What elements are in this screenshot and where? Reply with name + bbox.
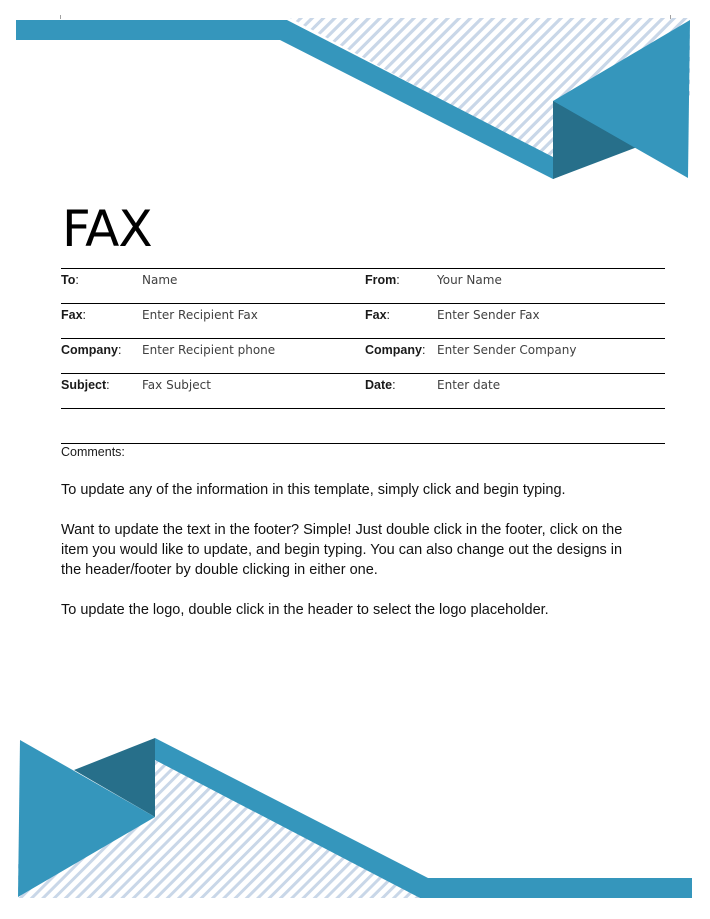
- divider: [61, 443, 665, 444]
- header-design[interactable]: [0, 0, 710, 200]
- field-label-subject: Subject:: [61, 378, 110, 392]
- footer-dark-triangle: [74, 738, 155, 817]
- field-value-sender-company[interactable]: Enter Sender Company: [437, 343, 577, 357]
- field-value-recipient-fax[interactable]: Enter Recipient Fax: [142, 308, 258, 322]
- divider: [61, 303, 665, 304]
- divider: [61, 338, 665, 339]
- comment-paragraph-1[interactable]: To update any of the information in this template, simply click and begin typing.: [61, 482, 566, 498]
- comment-paragraph-2[interactable]: Want to update the text in the footer? Simple! Just double click in the footer, click on the item you would like to update, and begin typing. You can also change out the designs in the header/footer by double clicking in either one.: [61, 522, 623, 578]
- field-value-sender-fax[interactable]: Enter Sender Fax: [437, 308, 540, 322]
- field-value-date[interactable]: Enter date: [437, 378, 501, 392]
- footer-band: [155, 738, 692, 898]
- page-title[interactable]: FAX: [62, 200, 152, 258]
- field-label-date: Date:: [365, 378, 396, 392]
- footer-triangle: [18, 740, 155, 897]
- field-label-from: From:: [365, 273, 400, 287]
- field-label-recipient-company: Company:: [61, 343, 122, 357]
- comments-label: Comments:: [61, 445, 125, 459]
- field-label-sender-company: Company:: [365, 343, 426, 357]
- field-value-to[interactable]: Name: [142, 273, 178, 287]
- field-value-recipient-company[interactable]: Enter Recipient phone: [142, 343, 276, 357]
- divider: [61, 373, 665, 374]
- footer-stripe-area: [18, 757, 423, 898]
- field-label-to: To:: [61, 273, 79, 287]
- divider: [61, 268, 665, 269]
- margin-mark-left: [60, 15, 61, 19]
- field-value-subject[interactable]: Fax Subject: [142, 378, 211, 392]
- divider: [61, 408, 665, 409]
- field-label-recipient-fax: Fax:: [61, 308, 87, 322]
- field-value-from[interactable]: Your Name: [437, 273, 502, 287]
- comment-paragraph-3[interactable]: To update the logo, double click in the header to select the logo placeholder.: [61, 602, 549, 618]
- field-label-sender-fax: Fax:: [365, 308, 391, 322]
- margin-mark-right: [670, 15, 671, 19]
